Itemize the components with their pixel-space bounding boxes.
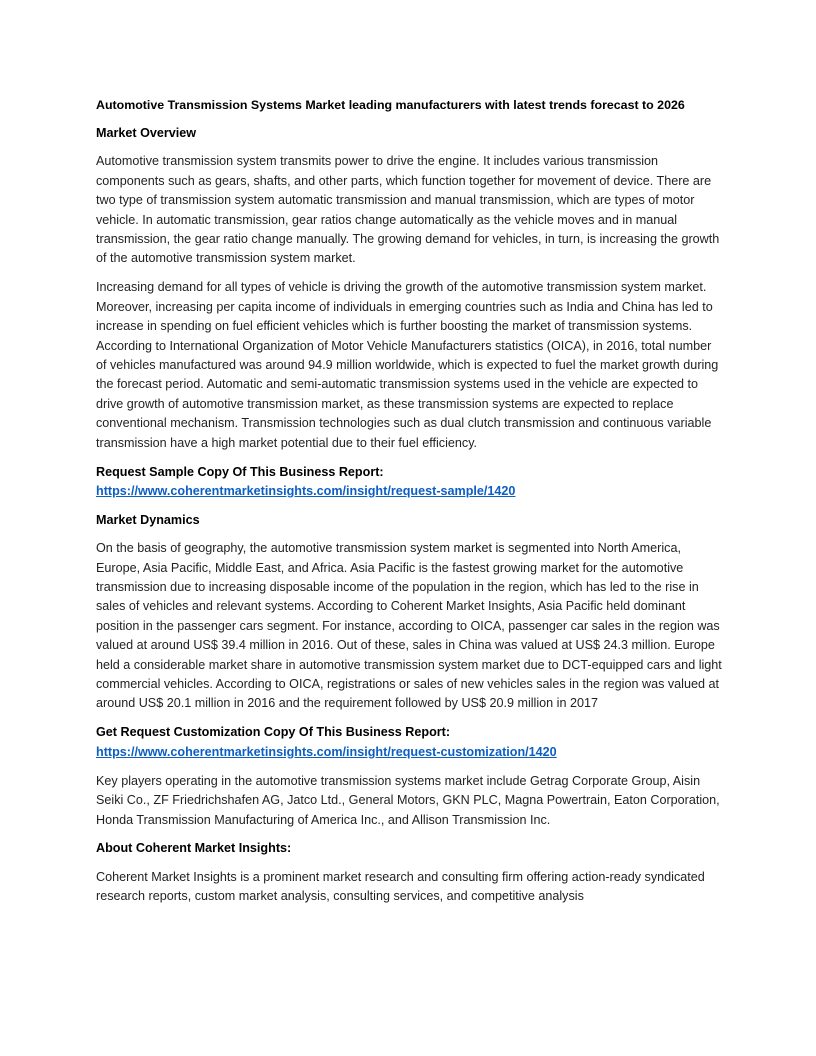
overview-paragraph-1: Automotive transmission system transmits power to drive the engine. It includes various transmission components such as gears, shafts, and other parts, which function together for movement of device. There are two type of transmission system automatic transmission and manual transmission, which are types of motor vehicle. In automatic transmission, gear ratios change automatically as the vehicle moves and in manual transmission, the gear ratio change manually. The growing demand for vehicles, in turn, is increasing the growth of the automotive transmission system market.	[96, 154, 720, 266]
customization-request-block	[96, 723, 722, 762]
document-title: Automotive Transmission Systems Market leading manufacturers with latest trends forecast to 2026	[96, 98, 685, 112]
about-heading: About Coherent Market Insights:	[96, 841, 292, 856]
about-paragraph: Coherent Market Insights is a prominent market research and consulting firm offering action-ready syndicated research reports, custom market analysis, consulting services, and competitive analysis	[96, 869, 705, 904]
customization-request-label: Get Request Customization Copy Of This Business Report:	[96, 725, 451, 740]
market-dynamics-heading: Market Dynamics	[96, 512, 200, 527]
customization-request-link[interactable]: https://www.coherentmarketinsights.com/insight/request-customization/1420	[96, 744, 557, 759]
sample-request-block	[96, 463, 722, 502]
document-page	[96, 96, 722, 916]
market-overview-heading: Market Overview	[96, 126, 197, 140]
key-players-paragraph: Key players operating in the automotive transmission systems market include Getrag Corporate Group, Aisin Seiki Co., ZF Friedrichshafen AG, Jatco Ltd., General Motors, GKN PLC, Magna Powertrain, Eaton Corporation, Honda Transmission Manufacturing of America Inc., and Allison Transmission Inc.	[96, 773, 720, 827]
sample-request-label: Request Sample Copy Of This Business Report:	[96, 464, 384, 479]
sample-request-link[interactable]: https://www.coherentmarketinsights.com/insight/request-sample/1420	[96, 483, 516, 498]
dynamics-paragraph: On the basis of geography, the automotive transmission system market is segmented into North America, Europe, Asia Pacific, Middle East, and Africa. Asia Pacific is the fastest growing market for the automotive transmission due to increasing disposable income of the population in the region, which has led to the rise in sales of vehicles and relevant systems. According to Coherent Market Insights, Asia Pacific held dominant position in the passenger cars segment. For instance, according to OICA, passenger car sales in the region was valued at around US$ 39.4 million in 2016. Out of these, sales in China was valued at US$ 24.3 million. Europe held a considerable market share in automotive transmission system market due to DCT-equipped cars and light commercial vehicles. According to OICA, registrations or sales of new vehicles sales in the region was valued at around US$ 20.1 million in 2016 and the requirement followed by US$ 20.9 million in 2017	[96, 541, 722, 711]
overview-paragraph-2: Increasing demand for all types of vehicle is driving the growth of the automotive transmission system market. Moreover, increasing per capita income of individuals in emerging countries such as India and China has led to increase in spending on fuel efficient vehicles which is further boosting the market of transmission systems. According to International Organization of Motor Vehicle Manufacturers statistics (OICA), in 2016, total number of vehicles manufactured was around 94.9 million worldwide, which is expected to fuel the market growth during the forecast period. Automatic and semi-automatic transmission systems used in the vehicle are expected to drive growth of automotive transmission market, as these transmission systems are expected to replace conventional mechanism. Transmission technologies such as dual clutch transmission and continuous variable transmission have a high market potential due to their fuel efficiency.	[96, 280, 719, 450]
